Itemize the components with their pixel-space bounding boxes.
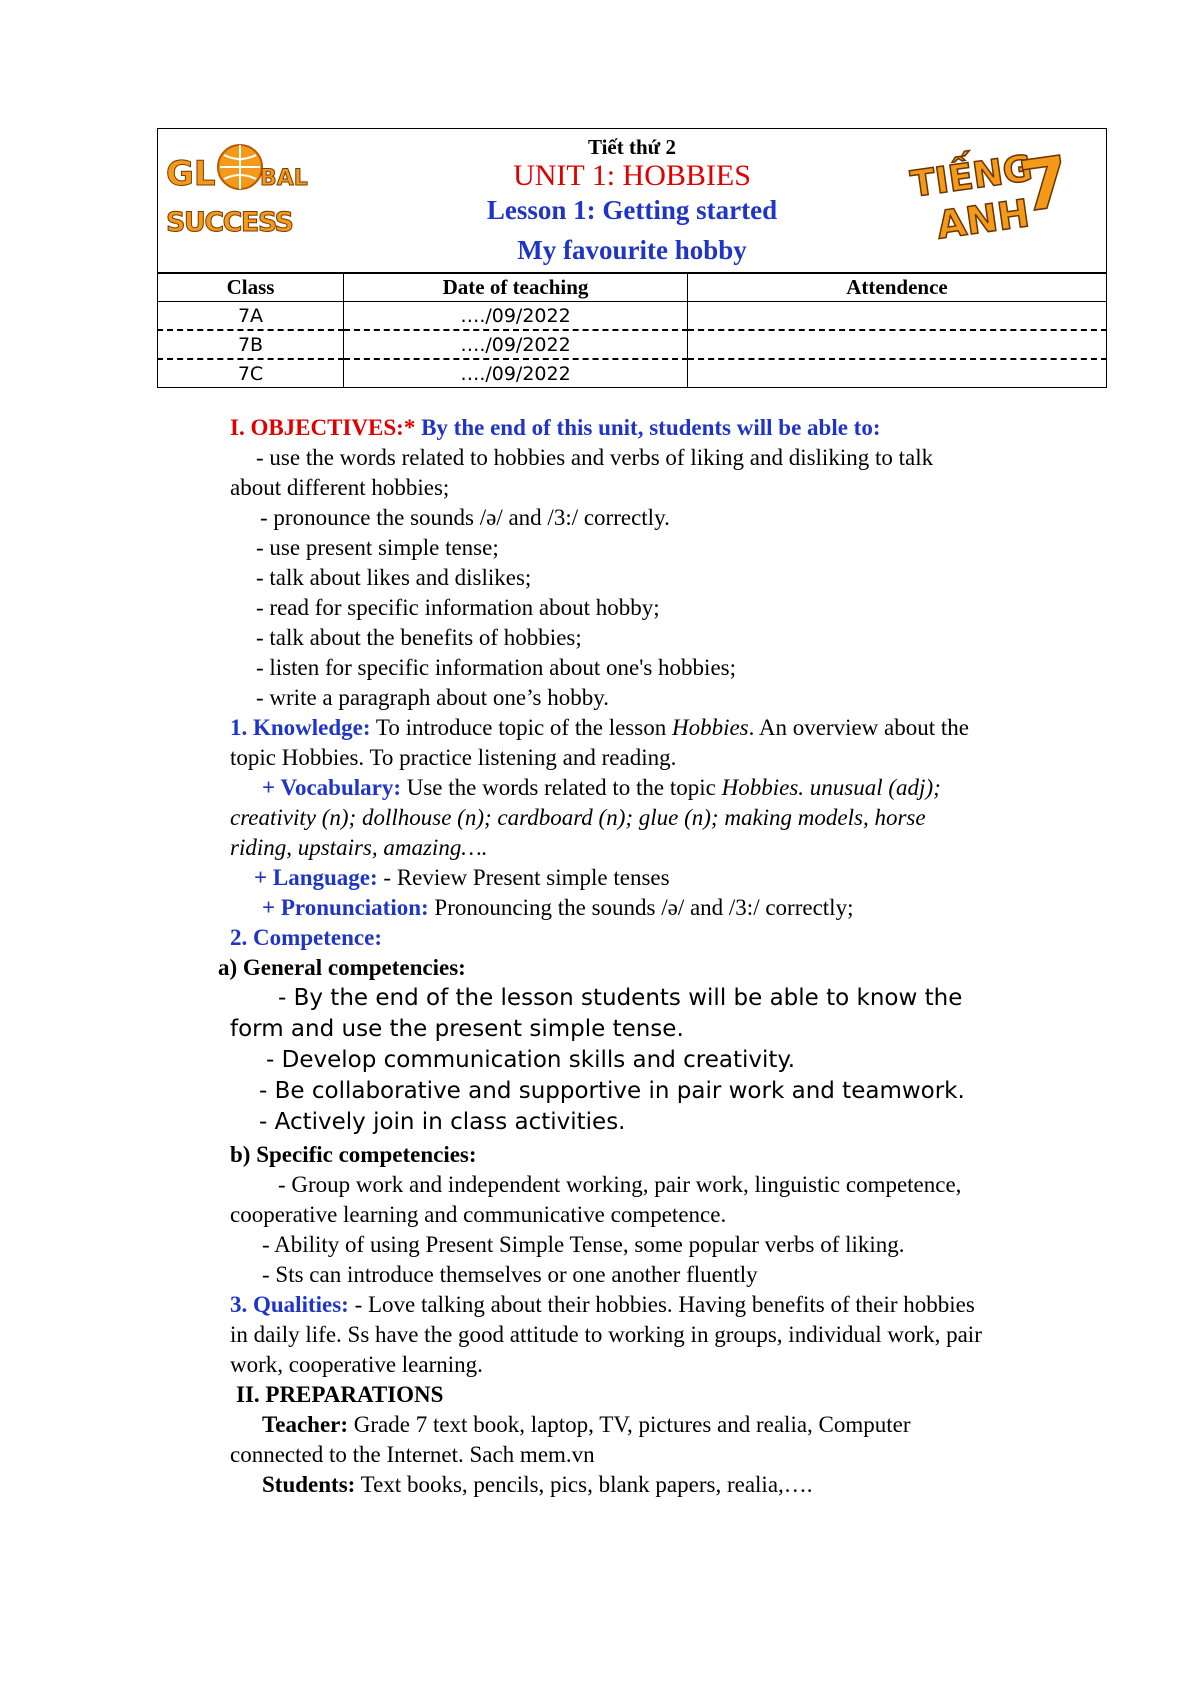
objective-item: - use present simple tense; <box>256 535 499 560</box>
qualities-line: in daily life. Ss have the good attitude to working in groups, individual work, pair <box>230 1322 982 1347</box>
objective-item: - write a paragraph about one’s hobby. <box>256 685 609 710</box>
lesson-topic: My favourite hobby <box>517 235 747 265</box>
specific-competencies-heading: b) Specific competencies: <box>230 1142 477 1167</box>
table-row <box>158 359 1107 388</box>
specific-competency: - Ability of using Present Simple Tense, some popular verbs of liking. <box>262 1232 905 1257</box>
svg-text:BAL: BAL <box>260 166 308 191</box>
knowledge-line: topic Hobbies. To practice listening and reading. <box>230 745 677 770</box>
general-competency: - By the end of the lesson students will be able to know the <box>278 985 963 1011</box>
general-competencies-heading: a) General competencies: <box>218 955 466 980</box>
competence-heading: 2. Competence: <box>230 925 383 950</box>
knowledge-line: 1. Knowledge: To introduce topic of the lesson Hobbies. An overview about the <box>230 715 969 740</box>
svg-text:ANH: ANH <box>933 190 1033 248</box>
general-competency: - Actively join in class activities. <box>259 1109 626 1135</box>
column-header: Attendence <box>688 274 1107 302</box>
class-cell: 7B <box>158 330 344 359</box>
unit-title: UNIT 1: HOBBIES <box>513 159 751 192</box>
svg-text:7: 7 <box>1014 140 1075 229</box>
language-line: + Language: - Review Present simple tenses <box>254 865 670 890</box>
general-competency: form and use the present simple tense. <box>230 1016 684 1042</box>
attendance-table <box>157 273 1107 388</box>
preparations-heading: II. PREPARATIONS <box>236 1382 444 1407</box>
general-competency: - Be collaborative and supportive in pair work and teamwork. <box>259 1078 965 1104</box>
specific-competency: - Sts can introduce themselves or one another fluently <box>262 1262 758 1287</box>
objective-item: - pronounce the sounds /ə/ and /3:/ correctly. <box>260 505 670 530</box>
vocabulary-line: + Vocabulary: Use the words related to the topic Hobbies. unusual (adj); <box>262 775 941 800</box>
period-label: Tiết thứ 2 <box>587 135 677 159</box>
class-cell: 7A <box>158 302 344 331</box>
objective-item: about different hobbies; <box>230 475 450 500</box>
specific-competency: - Group work and independent working, pair work, linguistic competence, <box>278 1172 962 1197</box>
svg-text:SUCCESS: SUCCESS <box>166 207 294 238</box>
objective-item: - talk about likes and dislikes; <box>256 565 532 590</box>
teacher-line: connected to the Internet. Sach mem.vn <box>230 1442 595 1467</box>
objective-item: - listen for specific information about one's hobbies; <box>256 655 737 680</box>
objective-item: - talk about the benefits of hobbies; <box>256 625 582 650</box>
lesson-title: Lesson 1: Getting started <box>486 195 778 225</box>
date-cell: …./09/2022 <box>344 359 688 388</box>
objectives-heading: I. OBJECTIVES:* By the end of this unit, students will be able to: <box>230 415 881 440</box>
svg-text:TIẾNG: TIẾNG <box>908 148 1036 206</box>
attendance-cell <box>688 302 1107 331</box>
qualities-line: 3. Qualities: - Love talking about their hobbies. Having benefits of their hobbies <box>230 1292 975 1317</box>
date-cell: …./09/2022 <box>344 330 688 359</box>
students-line: Students: Text books, pencils, pics, blank papers, realia,…. <box>262 1472 813 1497</box>
attendance-cell <box>688 359 1107 388</box>
objective-item: - use the words related to hobbies and verbs of liking and disliking to talk <box>256 445 934 470</box>
table-row <box>158 330 1107 359</box>
qualities-line: work, cooperative learning. <box>230 1352 483 1377</box>
attendance-cell <box>688 330 1107 359</box>
column-header: Class <box>158 274 344 302</box>
specific-competency: cooperative learning and communicative competence. <box>230 1202 727 1227</box>
column-header: Date of teaching <box>344 274 688 302</box>
svg-text:GL: GL <box>166 154 216 194</box>
vocabulary-line: creativity (n); dollhouse (n); cardboard (n); glue (n); making models, horse <box>230 805 926 830</box>
lesson-header <box>157 128 1107 273</box>
table-row <box>158 302 1107 331</box>
pronunciation-line: + Pronunciation: Pronouncing the sounds /ə/ and /3:/ correctly; <box>262 895 854 920</box>
tieng-anh-7-logo <box>903 137 1075 252</box>
teacher-line: Teacher: Grade 7 text book, laptop, TV, pictures and realia, Computer <box>262 1412 911 1437</box>
objective-item: - read for specific information about hobby; <box>256 595 660 620</box>
general-competency: - Develop communication skills and creativity. <box>266 1047 796 1073</box>
vocabulary-line: riding, upstairs, amazing…. <box>230 835 488 860</box>
class-cell: 7C <box>158 359 344 388</box>
date-cell: …./09/2022 <box>344 302 688 331</box>
